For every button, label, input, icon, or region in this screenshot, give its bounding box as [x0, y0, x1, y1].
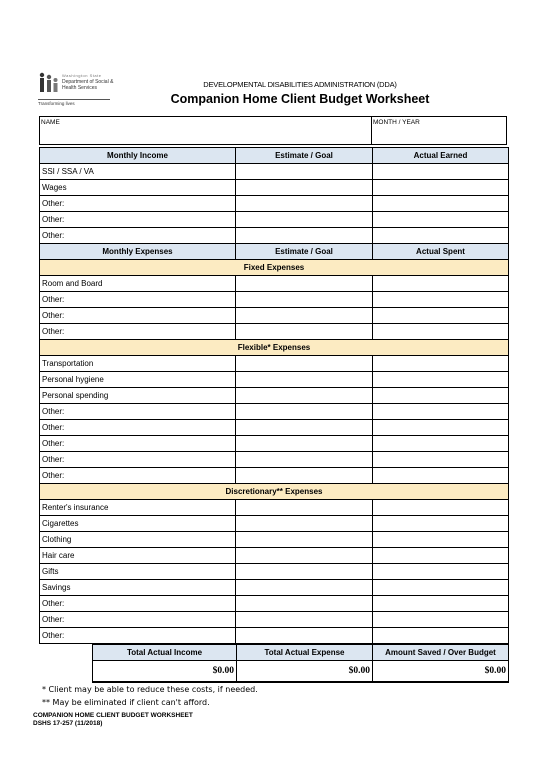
discretionary-row-label: Gifts: [40, 564, 236, 580]
table-row: [40, 228, 509, 244]
table-row: [40, 516, 509, 532]
table-row: [40, 612, 509, 628]
flexible-row-estimate-cell[interactable]: [236, 420, 373, 436]
amount-saved-value: $0.00: [373, 661, 509, 683]
name-month-box: [39, 116, 507, 145]
footer-form-number: DSHS 17-257 (11/2018): [33, 720, 103, 727]
income-header-row-col-0: Monthly Income: [40, 148, 236, 164]
flexible-row-label: Other:: [40, 436, 236, 452]
discretionary-row-estimate-cell[interactable]: [236, 580, 373, 596]
income-row-label: Other:: [40, 228, 236, 244]
discretionary-row-estimate-cell[interactable]: [236, 628, 373, 644]
flexible-row-label: Other:: [40, 468, 236, 484]
income-header-row-col-1: Estimate / Goal: [236, 148, 373, 164]
totals-value-row: [93, 661, 509, 683]
dshs-logo: [38, 72, 118, 108]
income-row-estimate-cell[interactable]: [236, 228, 373, 244]
fixed-row-estimate-cell[interactable]: [236, 292, 373, 308]
table-row: [40, 196, 509, 212]
flexible-row-estimate-cell[interactable]: [236, 404, 373, 420]
fixed-row-actual-spent-cell[interactable]: [373, 324, 509, 340]
flexible-row-label: Personal hygiene: [40, 372, 236, 388]
table-row: [40, 212, 509, 228]
expenses-header-row-col-1: Estimate / Goal: [236, 244, 373, 260]
flexible-row-actual-spent-cell[interactable]: [373, 388, 509, 404]
flexible-row-estimate-cell[interactable]: [236, 468, 373, 484]
income-row-label: Wages: [40, 180, 236, 196]
income-row-label: Other:: [40, 196, 236, 212]
fixed-row-estimate-cell[interactable]: [236, 308, 373, 324]
income-row-actual-earned-cell[interactable]: [373, 212, 509, 228]
flexible-expenses-section: [40, 340, 509, 356]
month-year-field[interactable]: [372, 117, 506, 144]
table-row: [40, 436, 509, 452]
budget-table: [39, 145, 509, 644]
fixed-row-actual-spent-cell[interactable]: [373, 276, 509, 292]
page-title: Companion Home Client Budget Worksheet: [170, 92, 430, 106]
name-label: NAME: [41, 119, 60, 126]
logo-rule: [38, 99, 110, 100]
footer-form-title: COMPANION HOME CLIENT BUDGET WORKSHEET: [33, 712, 193, 719]
table-row: [40, 164, 509, 180]
fixed-row-label: Other:: [40, 324, 236, 340]
flexible-row-actual-spent-cell[interactable]: [373, 452, 509, 468]
discretionary-row-actual-spent-cell[interactable]: [373, 628, 509, 644]
total-expense-header: Total Actual Expense: [237, 645, 373, 661]
discretionary-row-estimate-cell[interactable]: [236, 500, 373, 516]
expenses-header-row-col-0: Monthly Expenses: [40, 244, 236, 260]
discretionary-row-label: Renter's insurance: [40, 500, 236, 516]
income-row-actual-earned-cell[interactable]: [373, 164, 509, 180]
fixed-row-label: Room and Board: [40, 276, 236, 292]
table-row: [40, 276, 509, 292]
fixed-row-estimate-cell[interactable]: [236, 276, 373, 292]
total-income-header: Total Actual Income: [93, 645, 237, 661]
month-year-label: MONTH / YEAR: [373, 119, 420, 126]
totals-header-row: [93, 645, 509, 661]
discretionary-row-estimate-cell[interactable]: [236, 548, 373, 564]
dshs-people-icon: [38, 72, 60, 98]
flexible-row-actual-spent-cell[interactable]: [373, 420, 509, 436]
income-row-estimate-cell[interactable]: [236, 164, 373, 180]
table-row: [40, 580, 509, 596]
flexible-row-estimate-cell[interactable]: [236, 452, 373, 468]
logo-tagline: Transforming lives: [38, 101, 75, 106]
income-row-actual-earned-cell[interactable]: [373, 196, 509, 212]
table-row: [40, 548, 509, 564]
table-row: [40, 468, 509, 484]
table-row: [40, 292, 509, 308]
income-row-label: Other:: [40, 212, 236, 228]
table-row: [40, 404, 509, 420]
discretionary-row-label: Savings: [40, 580, 236, 596]
discretionary-row-label: Other:: [40, 628, 236, 644]
table-row: [40, 180, 509, 196]
flexible-row-estimate-cell[interactable]: [236, 372, 373, 388]
flexible-row-actual-spent-cell[interactable]: [373, 468, 509, 484]
administration-name: DEVELOPMENTAL DISABILITIES ADMINISTRATION (DDA): [203, 80, 397, 89]
flexible-row-estimate-cell[interactable]: [236, 388, 373, 404]
flexible-row-label: Other:: [40, 420, 236, 436]
table-row: [40, 356, 509, 372]
note-discretionary: ** May be eliminated if client can't afford.: [42, 698, 210, 707]
discretionary-row-label: Other:: [40, 596, 236, 612]
fixed-row-label: Other:: [40, 308, 236, 324]
table-row: [40, 388, 509, 404]
flexible-row-actual-spent-cell[interactable]: [373, 372, 509, 388]
logo-department: Department of Social & Health Services: [62, 79, 114, 91]
total-expense-value: $0.00: [237, 661, 373, 683]
fixed-expenses-section-title: Fixed Expenses: [40, 260, 509, 276]
table-row: [40, 628, 509, 644]
table-row: [40, 324, 509, 340]
flexible-row-label: Transportation: [40, 356, 236, 372]
amount-saved-header: Amount Saved / Over Budget: [373, 645, 509, 661]
income-header-row-col-2: Actual Earned: [373, 148, 509, 164]
name-field[interactable]: [40, 117, 372, 144]
table-row: [40, 532, 509, 548]
flexible-row-label: Other:: [40, 404, 236, 420]
discretionary-row-label: Hair care: [40, 548, 236, 564]
fixed-row-actual-spent-cell[interactable]: [373, 308, 509, 324]
logo-state: Washington State: [62, 73, 102, 78]
totals-table: [92, 644, 509, 683]
table-row: [40, 452, 509, 468]
flexible-row-label: Personal spending: [40, 388, 236, 404]
discretionary-row-actual-spent-cell[interactable]: [373, 516, 509, 532]
flexible-row-estimate-cell[interactable]: [236, 356, 373, 372]
discretionary-row-label: Cigarettes: [40, 516, 236, 532]
discretionary-row-label: Clothing: [40, 532, 236, 548]
table-row: [40, 596, 509, 612]
expenses-header-row-col-2: Actual Spent: [373, 244, 509, 260]
discretionary-row-actual-spent-cell[interactable]: [373, 612, 509, 628]
total-income-value: $0.00: [93, 661, 237, 683]
discretionary-row-actual-spent-cell[interactable]: [373, 500, 509, 516]
income-row-estimate-cell[interactable]: [236, 196, 373, 212]
note-flexible: * Client may be able to reduce these costs, if needed.: [42, 685, 258, 694]
discretionary-expenses-section-title: Discretionary** Expenses: [40, 484, 509, 500]
fixed-row-label: Other:: [40, 292, 236, 308]
discretionary-row-actual-spent-cell[interactable]: [373, 564, 509, 580]
flexible-row-estimate-cell[interactable]: [236, 436, 373, 452]
table-row: [40, 500, 509, 516]
discretionary-row-actual-spent-cell[interactable]: [373, 596, 509, 612]
fixed-expenses-section: [40, 260, 509, 276]
income-row-label: SSI / SSA / VA: [40, 164, 236, 180]
flexible-row-actual-spent-cell[interactable]: [373, 436, 509, 452]
discretionary-row-actual-spent-cell[interactable]: [373, 548, 509, 564]
discretionary-row-actual-spent-cell[interactable]: [373, 580, 509, 596]
discretionary-row-estimate-cell[interactable]: [236, 596, 373, 612]
income-row-actual-earned-cell[interactable]: [373, 228, 509, 244]
table-row: [40, 372, 509, 388]
table-row: [40, 308, 509, 324]
discretionary-row-estimate-cell[interactable]: [236, 532, 373, 548]
income-header-row: [40, 148, 509, 164]
fixed-row-actual-spent-cell[interactable]: [373, 292, 509, 308]
table-row: [40, 420, 509, 436]
flexible-row-actual-spent-cell[interactable]: [373, 404, 509, 420]
expenses-header-row: [40, 244, 509, 260]
income-row-actual-earned-cell[interactable]: [373, 180, 509, 196]
flexible-row-label: Other:: [40, 452, 236, 468]
discretionary-row-estimate-cell[interactable]: [236, 564, 373, 580]
discretionary-expenses-section: [40, 484, 509, 500]
flexible-row-actual-spent-cell[interactable]: [373, 356, 509, 372]
discretionary-row-label: Other:: [40, 612, 236, 628]
income-row-estimate-cell[interactable]: [236, 180, 373, 196]
discretionary-row-actual-spent-cell[interactable]: [373, 532, 509, 548]
fixed-row-estimate-cell[interactable]: [236, 324, 373, 340]
income-row-estimate-cell[interactable]: [236, 212, 373, 228]
flexible-expenses-section-title: Flexible* Expenses: [40, 340, 509, 356]
table-row: [40, 564, 509, 580]
discretionary-row-estimate-cell[interactable]: [236, 516, 373, 532]
discretionary-row-estimate-cell[interactable]: [236, 612, 373, 628]
